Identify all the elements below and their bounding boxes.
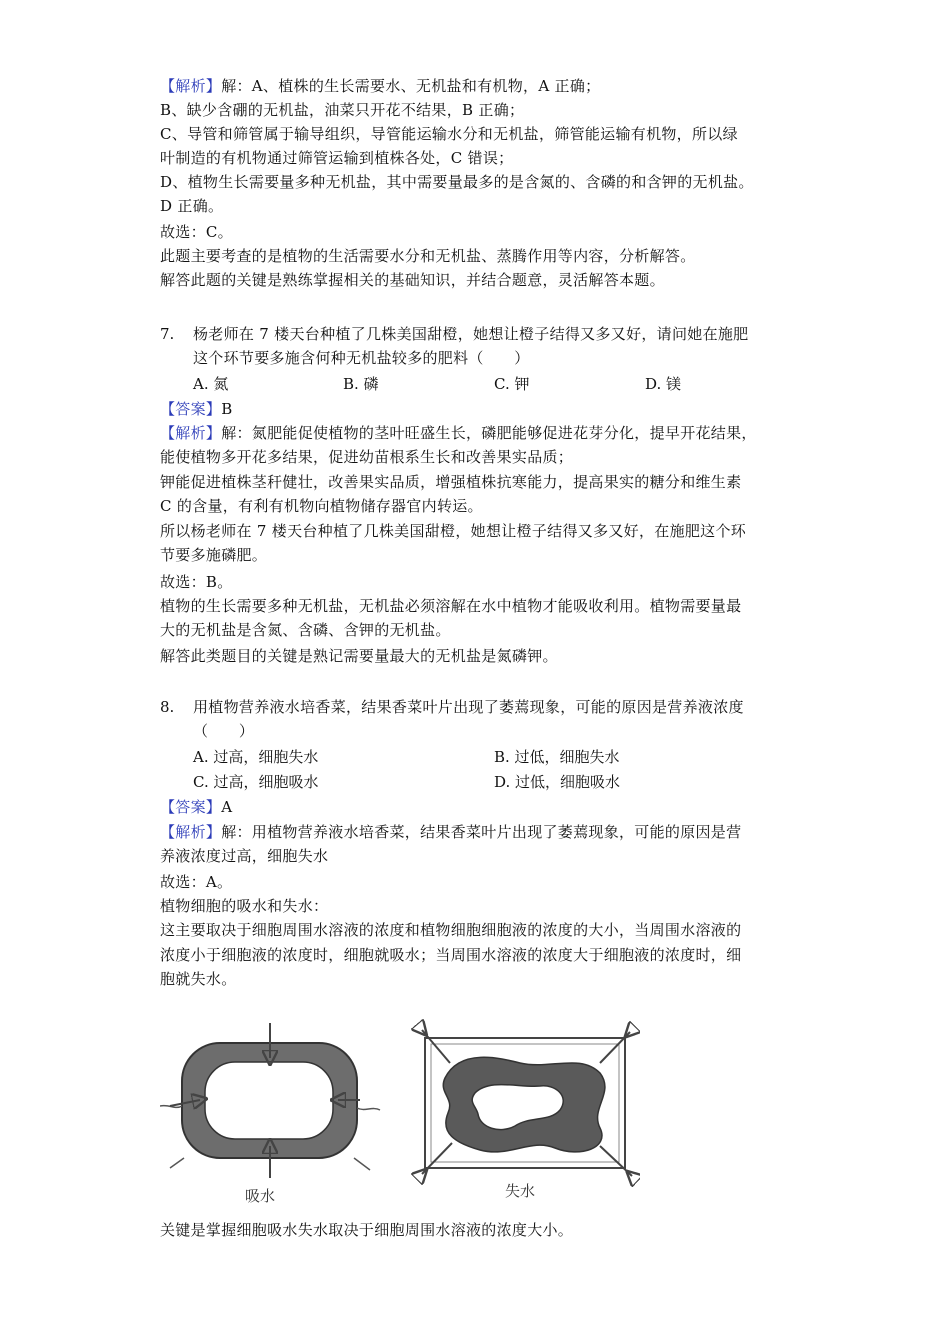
q7-answer [160, 397, 800, 421]
cell-water-figure [160, 1018, 640, 1208]
q7-option-a: A. 氮 [193, 375, 229, 393]
q8-answer [160, 795, 800, 819]
q6-analysis-line-4: 叶制造的有机物通过筛管运输到植株各处，C 错误； [160, 149, 514, 167]
q8-analysis-line-7: 胞就失水。 [160, 970, 237, 988]
answer-tag: 【答案】 [160, 798, 222, 816]
q8-answer-value: A [221, 798, 233, 816]
q7-summary-2: 大的无机盐是含氮、含磷、含钾的无机盐。 [160, 621, 451, 639]
q7-analysis-line-6: 节要多施磷肥。 [160, 546, 268, 564]
q7-stem-1: 杨老师在 7 楼天台种植了几株美国甜橙，她想让橙子结得又多又好，请问她在施肥 [193, 325, 749, 343]
q6-summary-1: 此题主要考查的是植物的生活需要水分和无机盐、蒸腾作用等内容，分析解答。 [160, 247, 696, 265]
q8-analysis-line-2: 养液浓度过高，细胞失水 [160, 847, 329, 865]
q8-analysis-text: 解：用植物营养液水培香菜，结果香菜叶片出现了萎蔫现象，可能的原因是营 [221, 823, 742, 841]
q7-option-c: C. 钾 [494, 375, 530, 393]
q8-stem-1: 用植物营养液水培香菜，结果香菜叶片出现了萎蔫现象，可能的原因是营养液浓度 [193, 698, 744, 716]
q8-option-d: D. 过低，细胞吸水 [494, 773, 621, 791]
cell-diagrams [160, 1018, 640, 1208]
q6-analysis-line-3: C、导管和筛管属于输导组织，导管能运输水分和无机盐，筛管能运输有机物，所以绿 [160, 125, 738, 143]
analysis-tag: 【解析】 [160, 823, 222, 841]
q6-analysis-line-5: D、植物生长需要量多种无机盐，其中需要量最多的是含氮的、含磷的和含钾的无机盐。 [160, 173, 754, 191]
q6-choice: 故选：C。 [160, 223, 233, 241]
q6-analysis-line-2: B、缺少含硼的无机盐，油菜只开花不结果，B 正确； [160, 101, 525, 119]
q8-stem-2: （ ） [193, 722, 255, 740]
q8-analysis-line-4: 植物细胞的吸水和失水： [160, 897, 329, 915]
q7-summary-3: 解答此类题目的关键是熟记需要量最大的无机盐是氮磷钾。 [160, 647, 558, 665]
q8-option-c: C. 过高，细胞吸水 [193, 773, 319, 791]
q8-number: 8. [160, 698, 175, 716]
q7-analysis-line-4: C 的含量，有利有机物向植物储存器官内转运。 [160, 497, 483, 515]
analysis-tag: 【解析】 [160, 77, 222, 95]
q6-analysis-line-6: D 正确。 [160, 197, 224, 215]
q7-stem-2: 这个环节要多施含何种无机盐较多的肥料（ ） [193, 349, 530, 367]
q6-summary-2: 解答此题的关键是熟练掌握相关的基础知识，并结合题意，灵活解答本题。 [160, 271, 665, 289]
lose-caption: 失水 [505, 1182, 536, 1200]
q7-summary-1: 植物的生长需要多种无机盐，无机盐必须溶解在水中植物才能吸收利用。植物需要量最 [160, 597, 742, 615]
analysis-tag: 【解析】 [160, 424, 222, 442]
absorb-caption: 吸水 [245, 1187, 276, 1205]
q8-key-point: 关键是掌握细胞吸水失水取决于细胞周围水溶液的浓度大小。 [160, 1221, 574, 1239]
q8-choice: 故选：A。 [160, 873, 233, 891]
q7-analysis-line-1 [160, 421, 800, 445]
q6-analysis-text: 解：A、植株的生长需要水、无机盐和有机物，A 正确； [221, 77, 601, 95]
q8-option-b: B. 过低，细胞失水 [494, 748, 620, 766]
q6-analysis-line-1 [160, 74, 800, 98]
q7-answer-value: B [221, 400, 233, 418]
absorb-cell-diagram [160, 1023, 380, 1178]
q7-number: 7. [160, 325, 175, 343]
q7-analysis-line-5: 所以杨老师在 7 楼天台种植了几株美国甜橙，她想让橙子结得又多又好，在施肥这个环 [160, 522, 747, 540]
q7-choice: 故选：B。 [160, 573, 233, 591]
q7-analysis-line-3: 钾能促进植株茎秆健壮，改善果实品质，增强植株抗寒能力，提高果实的糖分和维生素 [160, 473, 742, 491]
q7-option-b: B. 磷 [343, 375, 379, 393]
q7-analysis-text: 解：氮肥能促使植物的茎叶旺盛生长，磷肥能够促进花芽分化，提早开花结果， [221, 424, 757, 442]
q7-analysis-line-2: 能使植物多开花多结果，促进幼苗根系生长和改善果实品质； [160, 448, 574, 466]
q8-analysis-line-5: 这主要取决于细胞周围水溶液的浓度和植物细胞细胞液的浓度的大小，当周围水溶液的 [160, 921, 742, 939]
q8-option-a: A. 过高，细胞失水 [193, 748, 319, 766]
q8-analysis-line-1 [160, 820, 800, 844]
answer-tag: 【答案】 [160, 400, 222, 418]
lose-cell-diagram [422, 1030, 632, 1176]
q8-analysis-line-6: 浓度小于细胞液的浓度时，细胞就吸水；当周围水溶液的浓度大于细胞液的浓度时，细 [160, 946, 742, 964]
q7-option-d: D. 镁 [645, 375, 682, 393]
